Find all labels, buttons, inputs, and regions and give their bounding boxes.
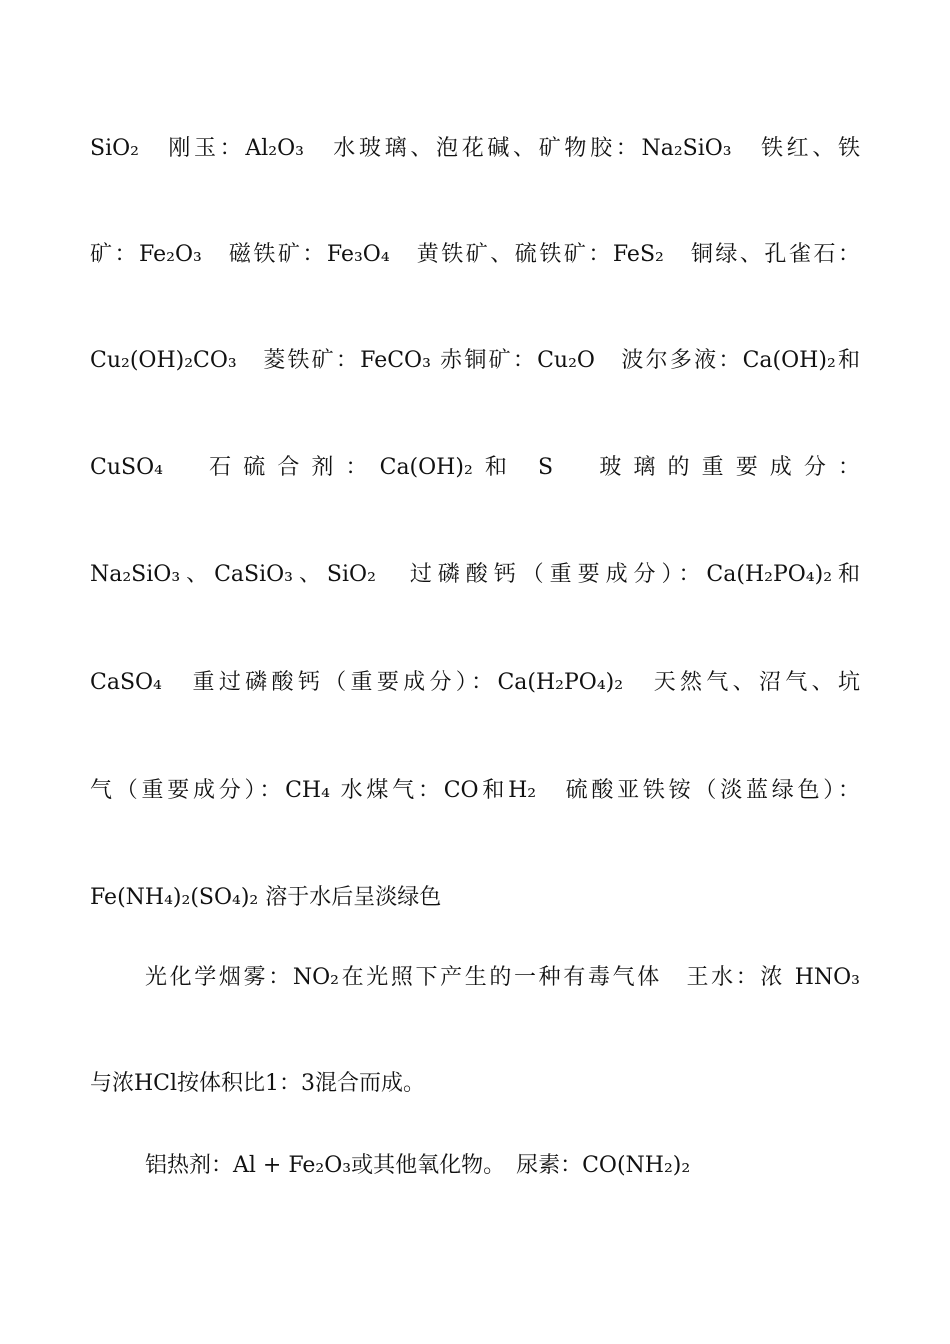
text-line-2: 矿：Fe₂O₃ 磁铁矿：Fe₃O₄ 黄铁矿、硫铁矿：FeS₂ 铜绿、孔雀石： xyxy=(90,242,860,267)
text-line-4: CuSO₄ 石硫合剂：Ca(OH)₂和 S 玻璃的重要成分： xyxy=(90,455,860,480)
text-line-9: 光化学烟雾：NO₂在光照下产生的一种有毒气体 王水：浓 HNO₃ xyxy=(145,965,860,990)
text-line-10: 与浓HCl按体积比1：3混合而成。 xyxy=(90,1071,426,1096)
text-line-7: 气（重要成分）：CH₄ 水煤气：CO和H₂ 硫酸亚铁铵（淡蓝绿色）： xyxy=(90,778,860,803)
text-line-6: CaSO₄ 重过磷酸钙（重要成分）：Ca(H₂PO₄)₂ 天然气、沼气、坑 xyxy=(90,670,860,695)
text-line-5: Na₂SiO₃、CaSiO₃、SiO₂ 过磷酸钙（重要成分）：Ca(H₂PO₄)₂和 xyxy=(90,562,860,587)
text-line-8: Fe(NH₄)₂(SO₄)₂ 溶于水后呈淡绿色 xyxy=(90,885,442,910)
text-line-1: SiO₂ 刚玉：Al₂O₃ 水玻璃、泡花碱、矿物胶：Na₂SiO₃ 铁红、铁 xyxy=(90,136,860,161)
text-line-3: Cu₂(OH)₂CO₃ 菱铁矿：FeCO₃ 赤铜矿：Cu₂O 波尔多液：Ca(OH)₂和 xyxy=(90,348,860,373)
text-line-11: 铝热剂：Al + Fe₂O₃或其他氧化物。 尿素：CO(NH₂)₂ xyxy=(145,1153,691,1178)
